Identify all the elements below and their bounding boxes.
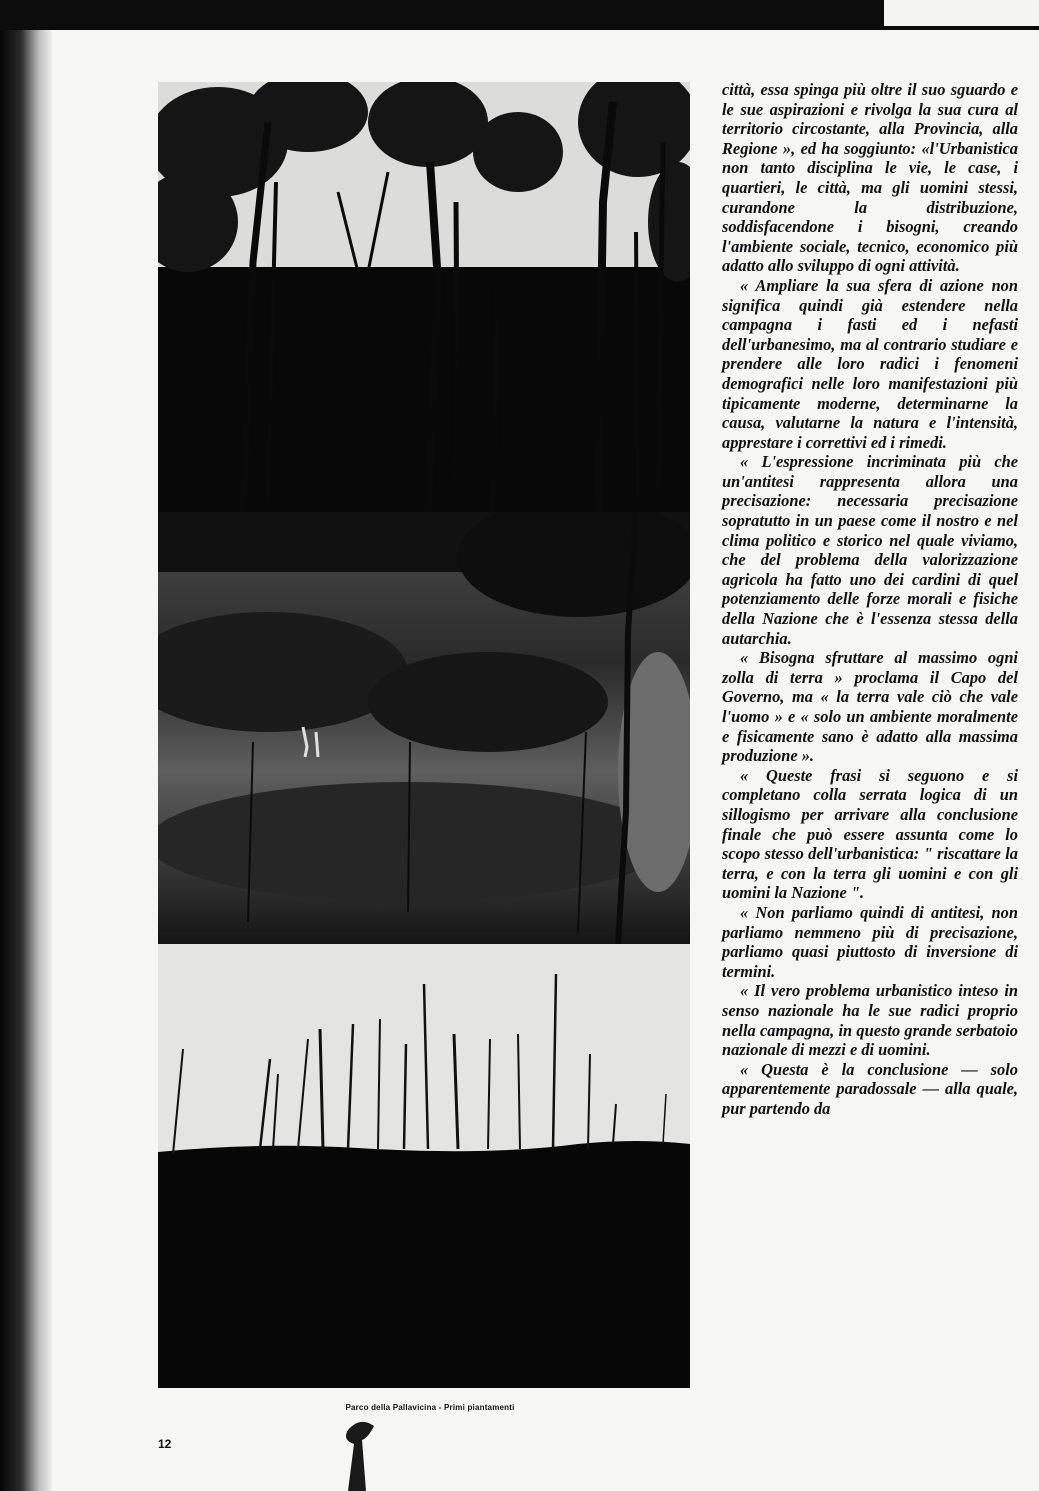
paragraph: « Queste frasi si seguono e si completano colla serrata logica di un sillogismo per arrivare alla conclusione finale che può essere assunta come lo scopo stesso dell'urbanistica: " riscattare la terra, e con la terra gli uomini e con gli uomini la Nazione ".	[722, 765, 1018, 903]
paragraph: « Il vero problema urbanistico inteso in senso nazionale ha le sue radici proprio nella campagna, in questo grande serbatoio nazionale di mezzi e di uomini.	[722, 981, 1018, 1060]
paragraph: città, essa spinga più oltre il suo sguardo e le sue aspirazioni e rivolga la sua cura al territorio circostante, alla Provincia, alla Regione », ed ha soggiunto: «l'Urbanistica non tanto disciplina le vie, le case, i quartieri, le città, ma gli uomini stessi, curandone la distribuzione, soddisfacendone i bisogni, creando l'ambiente sociale, tecnico, economico più adatto allo sviluppo di ogni attività.	[722, 80, 1018, 276]
book-binding-shadow	[0, 30, 52, 1491]
photo-trees-foliage	[158, 82, 690, 512]
paragraph: « L'espressione incriminata più che un'antitesi rappresenta allora una precisazione: necessaria precisazione sopratutto in un paese come il nostro e nel clima politico e storico nel quale viviamo, che del problema della valorizzazione agricola ha fatto uno dei cardini di quel potenziamento delle forze morali e fisiche della Nazione che è l'essenza stessa della autarchia.	[722, 452, 1018, 648]
paragraph: « Bisogna sfruttare al massimo ogni zolla di terra » proclama il Capo del Governo, ma « la terra vale ciò che vale l'uomo » e « solo un ambiente moralmente e fisicamente sano è adatto alla massima produzione ».	[722, 648, 1018, 766]
ink-smudge	[338, 1420, 382, 1491]
paragraph: « Non parliamo quindi di antitesi, non parliamo nemmeno più di precisazione, parliamo quasi piuttosto di inversione di termini.	[722, 902, 1018, 981]
scan-edge	[884, 0, 1039, 26]
paragraph: « Questa è la conclusione — solo apparentemente paradossale — alla quale, pur partendo da	[722, 1059, 1018, 1118]
page-number: 12	[158, 1437, 172, 1451]
paragraph: « Ampliare la sua sfera di azione non significa quindi già estendere nella campagna i fasti ed i nefasti dell'urbanesimo, ma al contrario studiare e prendere alle loro radici i fenomeni demografici nelle loro manifestazioni più tipicamente moderne, determinarne la causa, valutarne la natura e l'intensità, apprestare i correttivi ed i rimedi.	[722, 275, 1018, 452]
photo-bare-trunks-horizon	[158, 944, 690, 1388]
photo-caption: Parco della Pallavicina - Primi piantamenti	[345, 1403, 515, 1412]
photo-planted-grove	[158, 512, 690, 944]
article-text-column	[722, 80, 1018, 1118]
